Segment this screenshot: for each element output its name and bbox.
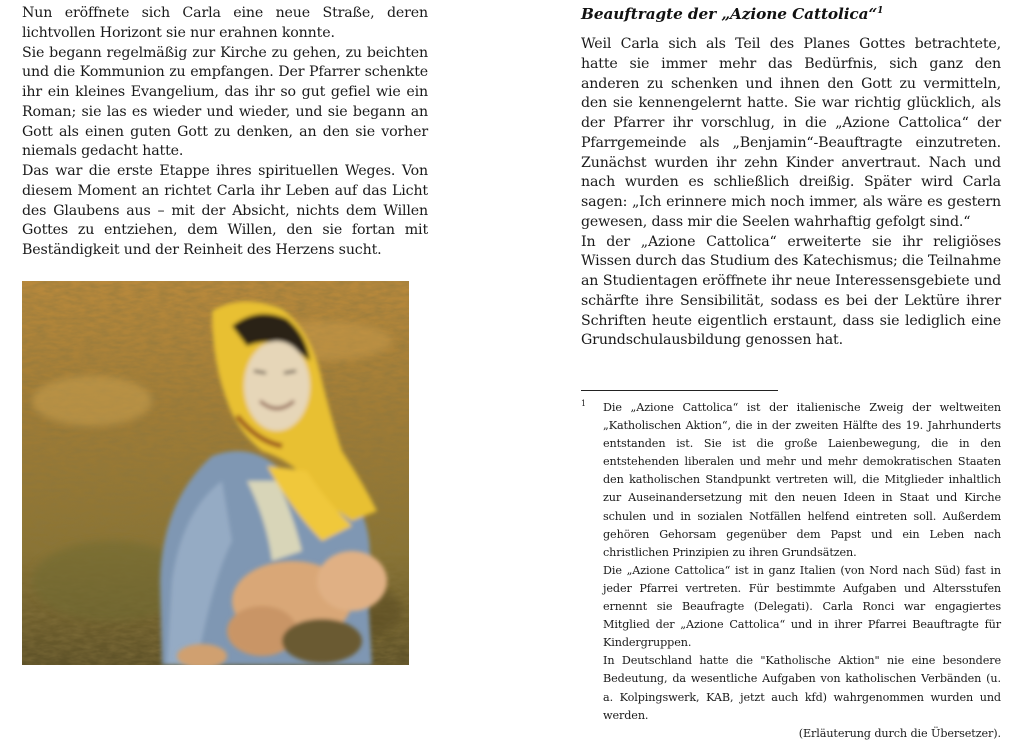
section-heading xyxy=(581,4,1001,24)
footnote-paragraph: Die „Azione Cattolica“ ist der italienische Zweig der weltweiten „Katholischen Aktion“, die in der zweiten Hälfte des 19. Jahrhunderts entstanden ist. Sie ist die große Laienbewegung, die in den entstehenden liberalen und mehr und mehr demokratischen Staaten den katholischen Standpunkt vertreten will, die Mitglieder inhaltlich zur Auseinandersetzung mit den neuen Ideen in Staat und Kirche schulen und in sozialen Notfällen helfend eintreten soll. Außerdem gehören Gehorsam gegenüber dem Papst und ein Leben nach christlichen Prinzipien zu ihren Grundsätzen. xyxy=(603,401,1001,559)
footnote-reference[interactable]: 1 xyxy=(877,6,884,16)
photo-illustration xyxy=(22,281,409,665)
left-text-column xyxy=(22,4,428,261)
footnote-paragraph: In Deutschland hatte die "Katholische Aktion" nie eine besondere Bedeutung, da wesentliche Aufgaben von katholischen Verbänden (u. a. Kolpingswerk, KAB, jetzt auch kfd) wahrgenommen wurden und werden. xyxy=(603,654,1001,722)
footnote-number: 1 xyxy=(581,399,586,408)
face xyxy=(244,341,310,431)
photo-carla-in-field xyxy=(22,281,409,665)
heading-text: Beauftragte der „Azione Cattolica“ xyxy=(581,5,878,23)
paragraph: Sie begann regelmäßig zur Kirche zu gehen, zu beichten und die Kommunion zu empfangen. Der Pfarrer schenkte ihr ein kleines Evangelium, das ihr so gut gefiel wie ein Roman; sie las es wieder und wieder, und sie begann an Gott als einen guten Gott zu denken, an den sie vorher niemals gedacht hatte. xyxy=(22,44,428,160)
footnote-paragraph: Die „Azione Cattolica“ ist in ganz Italien (von Nord nach Süd) fast in jeder Pfarrei vertreten. Für bestimmte Aufgaben und Altersstufen ernennt sie Beaufragte (Delegati). Carla Ronci war engagiertes Mitglied der „Azione Cattolica“ und in ihrer Pfarrei Beauftragte für Kindergruppen. xyxy=(603,563,1001,650)
paragraph: Weil Carla sich als Teil des Planes Gottes betrachtete, hatte sie immer mehr das Bedürfnis, sich ganz den anderen zu schenken und ihnen den Gott zu vermitteln, den sie kennengelernt hatte. Sie war richtig glücklich, als der Pfarrer ihr vorschlug, in die „Azione Cattolica“ der Pfarrgemeinde als „Benjamin“-Beauftragte einzutreten. Zunächst wurden ihr zehn Kinder anvertraut. Nach und nach wurden es schließlich dreißig. Später wird Carla sagen: „Ich erinnere mich noch immer, als wäre es gestern gewesen, dass mir die Seelen wahrhaftig gefolgt sind.“ xyxy=(581,36,1001,230)
paragraph: Das war die erste Etappe ihres spirituellen Weges. Von diesem Moment an richtet Carla ihr Leben auf das Licht des Glaubens aus – mit der Absicht, nichts dem Willen Gottes zu entziehen, dem Willen, den sie fortan mit Beständigkeit und der Reinheit des Herzens sucht. xyxy=(22,163,428,258)
footnote-attribution: (Erläuterung durch die Übersetzer). xyxy=(798,726,1001,740)
right-text-column xyxy=(581,4,1001,351)
paragraph: In der „Azione Cattolica“ erweiterte sie ihr religiöses Wissen durch das Studium des Katechismus; die Teilnahme an Studientagen eröffnete ihr neue Interessensgebiete und schärfte ihre Sensibilität, sodass es bei der Lektüre ihrer Schriften heute eigentlich erstaunt, dass sie lediglich eine Grundschulausbildung genossen hat. xyxy=(581,233,1001,349)
footnote xyxy=(581,399,1001,743)
footnote-separator xyxy=(581,390,778,391)
paragraph: Nun eröffnete sich Carla eine neue Straße, deren lichtvollen Horizont sie nur erahnen konnte. xyxy=(22,5,428,41)
